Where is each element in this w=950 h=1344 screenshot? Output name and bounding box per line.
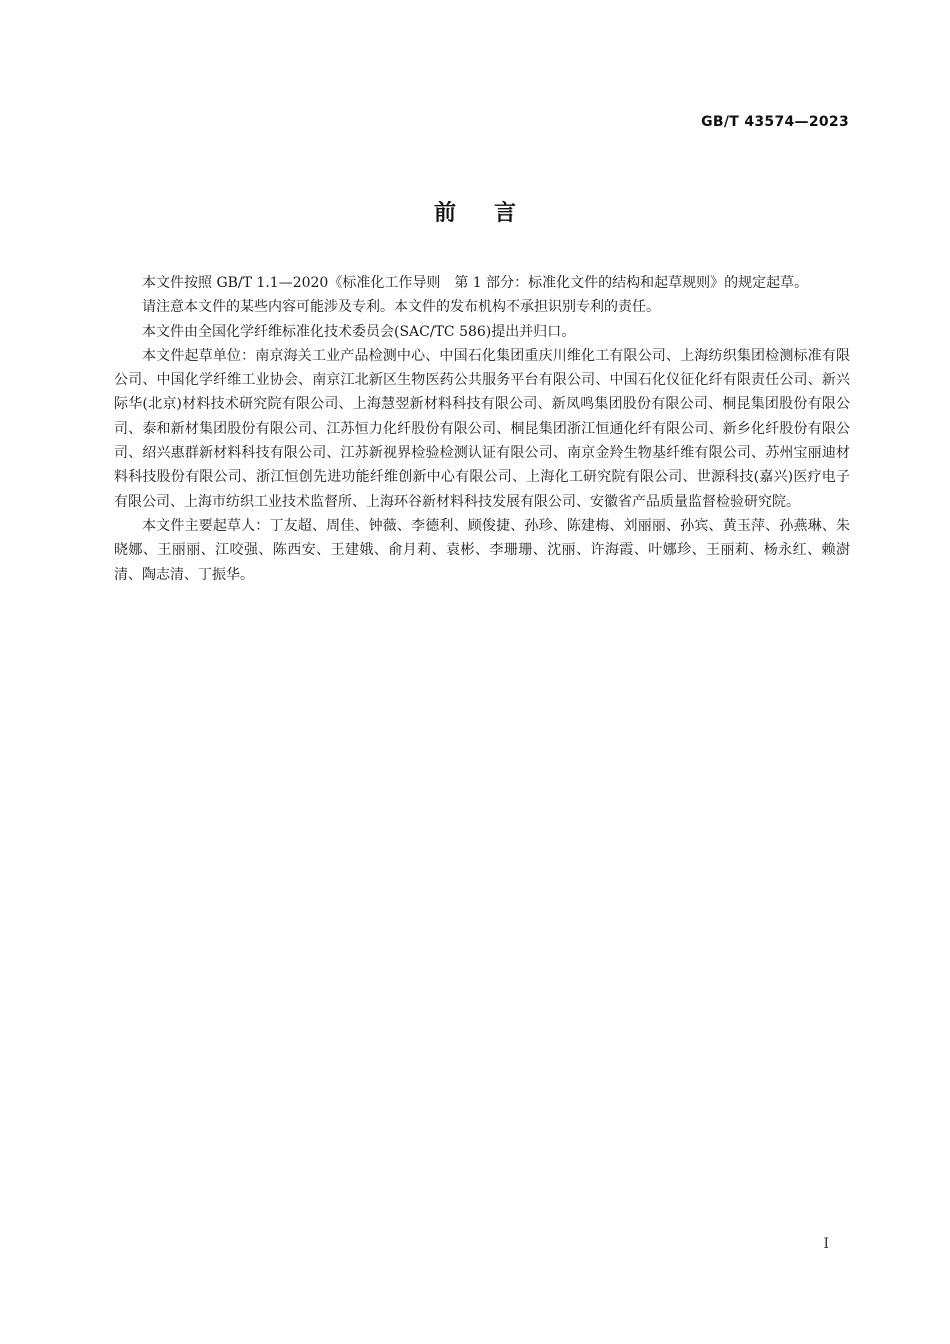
paragraph-drafting-rules: 本文件按照 GB/T 1.1—2020《标准化工作导则 第 1 部分：标准化文件的结构和起草规则》的规定起草。 [142,275,809,291]
page-title: 前言 [433,201,554,226]
paragraph-proposer: 本文件由全国化学纤维标准化技术委员会(SAC/TC 586)提出并归口。 [142,323,576,340]
paragraph-drafting-units: 本文件起草单位：南京海关工业产品检测中心、中国石化集团重庆川维化工有限公司、上海纺织集团检测标准有限公司、中国化学纤维工业协会、南京江北新区生物医药公共服务平台有限公司、中国石化仪征化纤有限责任公司、新兴际华(北京)材料技术研究院有限公司、上海慧翌新材料科技有限公司、新凤鸣集团股份有限公司、桐昆集团股份有限公司、泰和新材集团股份有限公司、江苏恒力化纤股份有限公司、桐昆集团浙江恒通化纤有限公司、新乡化纤股份有限公司、绍兴惠群新材料科技有限公司、江苏新视界检验检测认证有限公司、南京金羚生物基纤维有限公司、苏州宝丽迪材料科技股份有限公司、浙江恒创先进功能纤维创新中心有限公司、上海化工研究院有限公司、世源科技(嘉兴)医疗电子有限公司、上海市纺织工业技术监督所、上海环谷新材料科技发展有限公司、安徽省产品质量监督检验研究院。 [114,347,850,510]
page-number: I [823,1236,829,1252]
paragraph-drafters: 本文件主要起草人：丁友超、周佳、钟薇、李德利、顾俊捷、孙珍、陈建梅、刘丽丽、孙宾、黄玉萍、孙燕琳、朱晓娜、王丽丽、江咬强、陈西安、王建娥、俞月莉、袁彬、李珊珊、沈丽、许海霞、叶娜珍、王丽莉、杨永红、赖澍清、陶志清、丁振华。 [114,517,850,583]
paragraph-patent-notice: 请注意本文件的某些内容可能涉及专利。本文件的发布机构不承担识别专利的责任。 [142,299,660,316]
standard-code: GB/T 43574—2023 [701,114,849,130]
foreword-body [114,271,850,587]
